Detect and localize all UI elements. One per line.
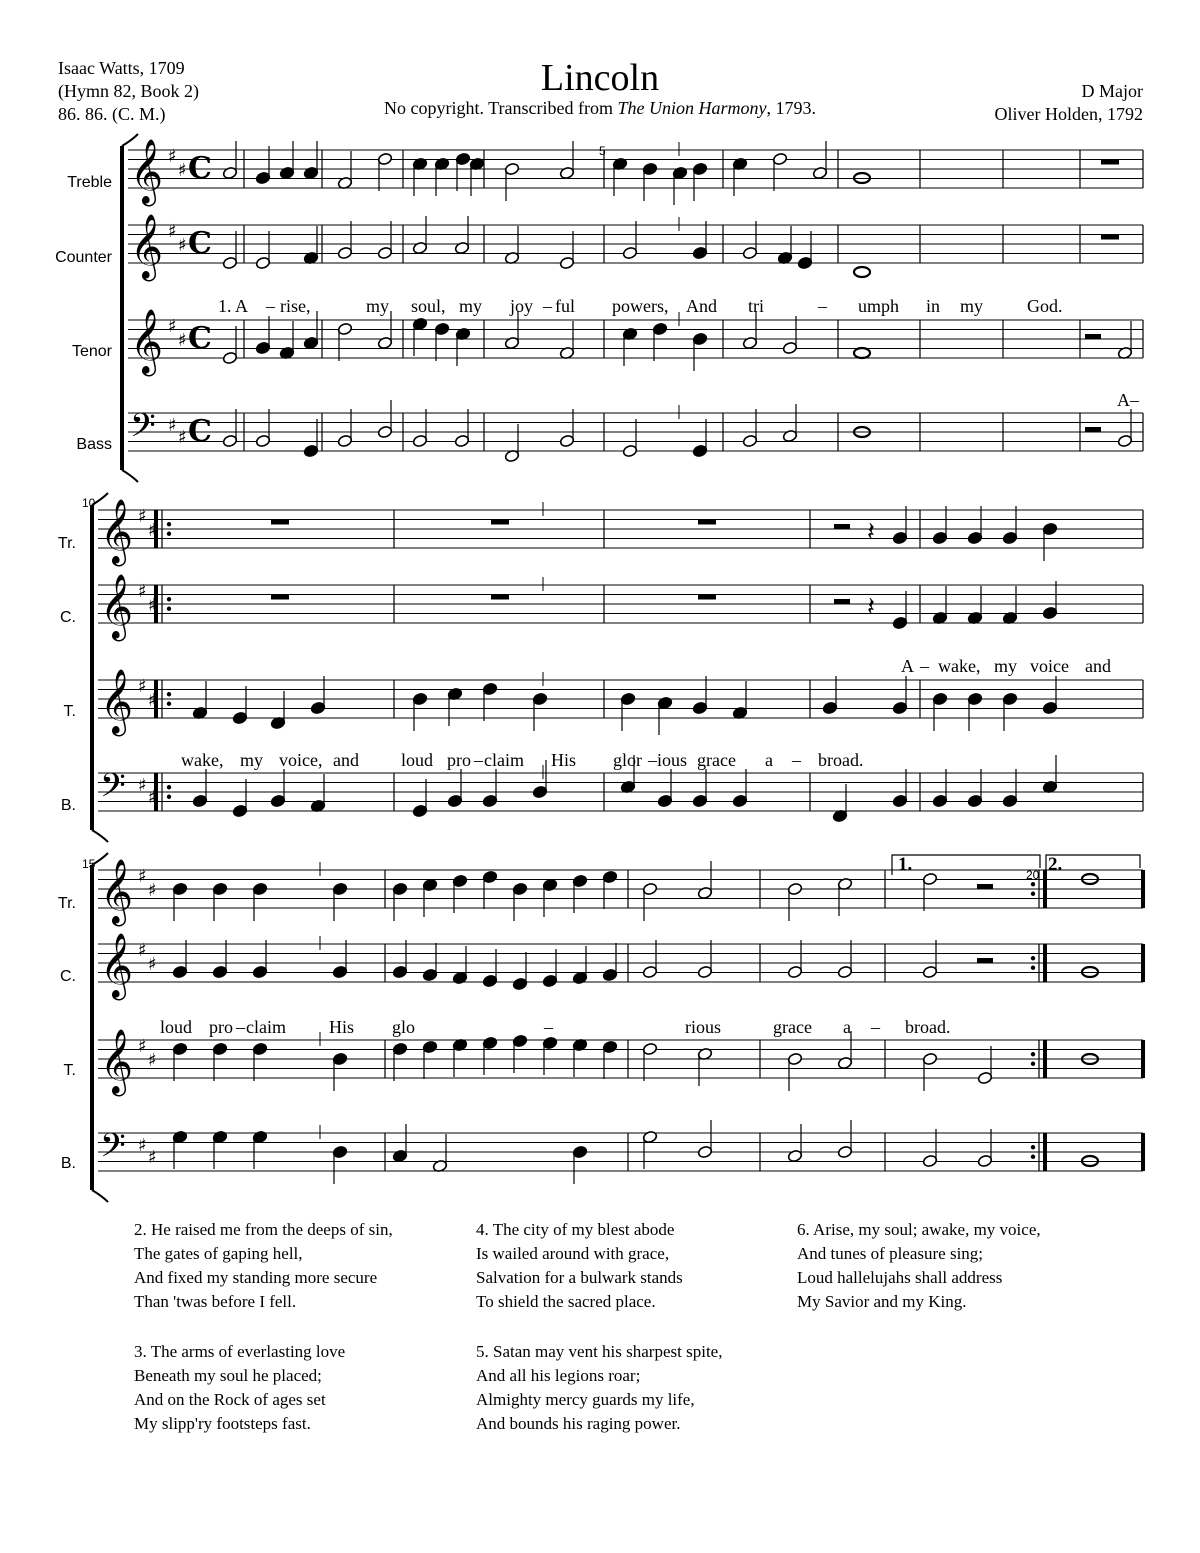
rest-half [834,599,850,604]
lyric: claim [246,1017,286,1037]
sharp-sign: ♯ [138,581,147,602]
rest-quarter: 𝄽 [867,592,875,622]
treble-clef: 𝄞 [100,499,134,564]
lyric: claim [484,750,524,770]
common-time: C [188,226,212,261]
voice-label-treble-short: Tr. [57,535,76,552]
sharp-sign: ♯ [138,866,147,887]
repeat-dot [167,522,171,526]
sharp-sign: ♯ [148,595,157,616]
voice-label-tenor: Tenor [71,343,112,360]
verse-6 [797,1218,1127,1314]
note-whole [854,267,870,277]
repeat-dot [1031,1155,1035,1159]
sharp-sign: ♯ [178,235,187,256]
treble-clef: 𝄞 [100,574,134,639]
verse-line: And bounds his raging power. [476,1414,681,1433]
verse-line: 4. The city of my blest abode [476,1220,675,1239]
rest-whole [1101,160,1119,165]
repeat-dot [1031,1145,1035,1149]
lyric: wake, [181,750,224,770]
repeat-dot [167,607,171,611]
sharp-sign: ♯ [178,160,187,181]
repeat-dot [1031,966,1035,970]
lyric: umph [858,296,900,316]
verse-line: Salvation for a bulwark stands [476,1268,683,1287]
meter-line: 86. 86. (C. M.) [58,104,166,124]
voice-label-bass-short-3: B. [60,1155,76,1172]
lyric: 1. A [218,296,249,316]
sharp-sign: ♯ [148,787,157,808]
verse-line: To shield the sacred place. [476,1292,656,1311]
verse-line: 3. The arms of everlasting love [134,1342,346,1361]
treble-clef: 𝄞 [100,859,134,924]
lyric-hyphen: – [792,750,801,770]
verse-line: Than 'twas before I fell. [134,1292,297,1311]
note-whole [854,348,870,358]
voice-label-tenor-short: T. [63,703,76,720]
lyric: voice [1030,656,1069,676]
verse-line: The gates of gaping hell, [134,1244,303,1263]
verse-line: My slipp'ry footsteps fast. [134,1414,311,1433]
lyric: tri [748,296,764,316]
bracket-bottom [122,470,138,482]
treble-clef: 𝄞 [100,933,134,998]
sharp-sign: ♯ [138,940,147,961]
lyric: glor [613,750,642,770]
composer-line: Oliver Holden, 1792 [994,104,1143,124]
lyric: grace [773,1017,812,1037]
sharp-sign: ♯ [148,880,157,901]
lyric: broad. [905,1017,951,1037]
lyric: a [843,1017,851,1037]
rest-half [1085,427,1101,432]
sharp-sign: ♯ [168,415,177,436]
treble-clef: 𝄞 [130,139,164,204]
author-line: Isaac Watts, 1709 [58,58,185,78]
lyric: broad. [818,750,864,770]
sharp-sign: ♯ [138,676,147,697]
sharp-sign: ♯ [178,427,187,448]
rest-half [1085,334,1101,339]
lyric: my [459,296,483,316]
sharp-sign: ♯ [148,1147,157,1168]
lyric: rious [685,1017,721,1037]
verse-line: 5. Satan may vent his sharpest spite, [476,1342,723,1361]
voice-label-bass: Bass [76,436,112,453]
treble-clef: 𝄞 [100,669,134,734]
hymn-ref-line: (Hymn 82, Book 2) [58,81,199,101]
lyric-hyphen: – [544,1017,553,1037]
rest-whole [698,520,716,525]
verse-line: 2. He raised me from the deeps of sin, [134,1220,393,1239]
sharp-sign: ♯ [148,520,157,541]
lyric: my [960,296,984,316]
measure-number-5: 5 [599,144,606,158]
repeat-dot [1031,882,1035,886]
sharp-sign: ♯ [138,506,147,527]
rest-whole [491,520,509,525]
volta-first: 1. [898,854,913,875]
lyric: God. [1027,296,1063,316]
verse-line: Almighty mercy guards my life, [476,1390,695,1409]
lyric-hyphen: – [648,750,657,770]
bass-clef: 𝄢 [100,767,126,813]
lyric: voice, [279,750,323,770]
common-time: C [188,414,212,449]
verse-line: Is wailed around with grace, [476,1244,670,1263]
lyric: and [1085,656,1111,676]
verse-line: And all his legions roar; [476,1366,641,1385]
common-time: C [188,321,212,356]
lyric-hyphen: – [236,1017,245,1037]
subtitle-post: , 1793. [766,98,816,118]
verse-column-2 [476,1218,806,1462]
lyric: pro [447,750,471,770]
verse-5 [476,1340,806,1436]
repeat-dot [167,702,171,706]
lyric: joy [510,296,534,316]
volta-bracket-first [892,855,1040,875]
lyric-hyphen: – [543,296,552,316]
lyric-hyphen: – [920,656,929,676]
bracket-bottom [92,1190,108,1202]
key-line: D Major [1081,81,1143,101]
lyric: powers, [612,296,669,316]
repeat-dot [167,532,171,536]
subtitle-pre: No copyright. Transcribed from [384,98,618,118]
rest-whole [271,520,289,525]
verse-2 [134,1218,464,1314]
lyric: my [366,296,390,316]
lyric: grace [697,750,736,770]
lyric: my [994,656,1018,676]
lyric-hyphen: – [818,296,827,316]
rest-half [834,524,850,529]
verse-column-3 [797,1218,1127,1340]
treble-clef: 𝄞 [100,1029,134,1094]
rest-whole [271,595,289,600]
sharp-sign: ♯ [138,775,147,796]
lyric: A [901,656,914,676]
voice-label-counter: Counter [55,249,112,266]
lyric: His [329,1017,355,1037]
lyric: glo [392,1017,416,1037]
verse-line: My Savior and my King. [797,1292,967,1311]
bracket-bottom [92,830,108,842]
repeat-dot [1031,1062,1035,1066]
sharp-sign: ♯ [168,316,177,337]
lyric-hyphen: – [266,296,275,316]
lyric-hyphen: – [474,750,483,770]
lyric: loud [160,1017,193,1037]
volta-second: 2. [1048,854,1063,875]
voice-label-counter-short: C. [60,609,76,626]
lyric: rise, [280,296,311,316]
treble-clef: 𝄞 [130,214,164,279]
lyric: And [686,296,717,316]
verse-line: Beneath my soul he placed; [134,1366,322,1385]
treble-clef: 𝄞 [130,309,164,374]
rest-whole [491,595,509,600]
rest-quarter: 𝄽 [867,517,875,547]
sharp-sign: ♯ [168,146,177,167]
measure-number-10: 10 [82,496,96,510]
bass-clef: 𝄢 [100,1127,126,1173]
verse-3 [134,1340,464,1436]
sharp-sign: ♯ [148,1050,157,1071]
repeat-dot [167,785,171,789]
repeat-dot [167,597,171,601]
voice-label-counter-short-3: C. [60,968,76,985]
voice-label-treble: Treble [67,174,112,191]
repeat-dot [1031,1052,1035,1056]
subtitle-source: The Union Harmony [617,98,767,118]
lyric: a [765,750,773,770]
rest-half [977,884,993,889]
verse-line: And fixed my standing more secure [134,1268,378,1287]
lyric: and [333,750,359,770]
lyric-hyphen: – [871,1017,880,1037]
sharp-sign: ♯ [148,690,157,711]
lyric: soul, [411,296,446,316]
rest-half [977,958,993,963]
lyric: my [240,750,264,770]
repeat-dot [1031,956,1035,960]
sharp-sign: ♯ [178,330,187,351]
sharp-sign: ♯ [168,221,177,242]
lyric: ful [555,296,575,316]
sharp-sign: ♯ [148,954,157,975]
measure-number-20: 20 [1026,868,1040,882]
common-time: C [188,151,212,186]
repeat-dot [1031,892,1035,896]
rest-whole [1101,235,1119,240]
verse-line: And on the Rock of ages set [134,1390,326,1409]
verse-column-1 [134,1218,464,1462]
lyric: A– [1117,390,1139,410]
voice-label-bass-short: B. [60,797,76,814]
verse-4 [476,1218,806,1314]
hymn-title: Lincoln [540,57,660,99]
rest-whole [698,595,716,600]
verse-line: Loud hallelujahs shall address [797,1268,1003,1287]
repeat-dot [167,692,171,696]
measure-number-15: 15 [82,857,96,871]
lyric: wake, [938,656,981,676]
lyric: ious [657,750,688,770]
lyric: loud [401,750,434,770]
lyric: His [551,750,577,770]
voice-label-tenor-short-3: T. [63,1062,76,1079]
sharp-sign: ♯ [138,1135,147,1156]
voice-label-treble-short-3: Tr. [57,895,76,912]
lyric: in [926,296,941,316]
sharp-sign: ♯ [138,1036,147,1057]
bass-clef: 𝄢 [130,407,156,453]
verse-line: 6. Arise, my soul; awake, my voice, [797,1220,1041,1239]
repeat-dot [167,795,171,799]
lyric: pro [209,1017,233,1037]
verse-line: And tunes of pleasure sing; [797,1244,984,1263]
